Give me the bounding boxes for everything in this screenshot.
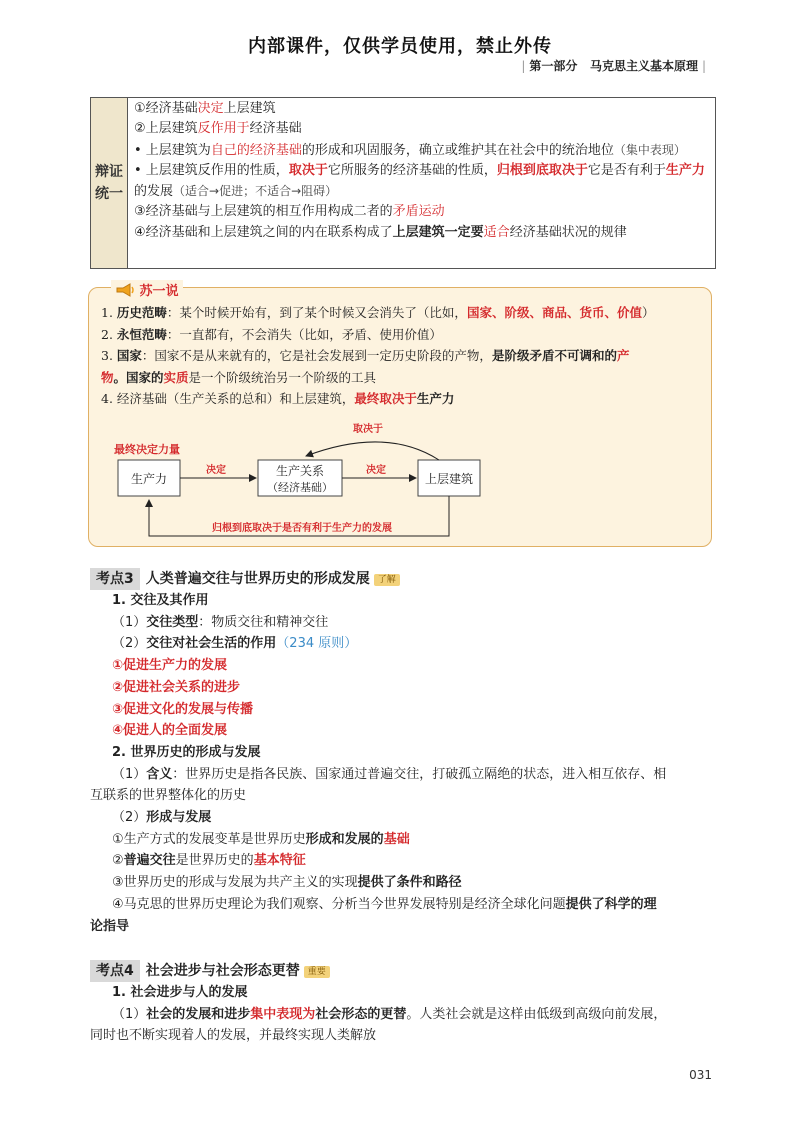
table-label bbox=[91, 98, 128, 268]
section-ribbon: 重要 bbox=[304, 966, 330, 978]
section-heading bbox=[90, 960, 720, 982]
table-row: • 上层建筑反作用的性质，取决于它所服务的经济基础的性质，归根到底取决于它是否有利于生产力的发展（适合→促进；不适合→阻碍） bbox=[134, 162, 705, 200]
arrow-decides-2-label: 决定 bbox=[366, 465, 386, 476]
section-tag: 考点3 bbox=[90, 568, 140, 590]
watermark-text: 内部课件，仅供学员使用，禁止外传 bbox=[248, 36, 552, 57]
dialectic-table bbox=[90, 97, 716, 269]
note-line: 4. 经济基础（生产关系的总和）和上层建筑，最终取决于生产力 bbox=[101, 391, 455, 406]
box-production-relations-sub: （经济基础） bbox=[267, 481, 333, 494]
section-tag: 考点4 bbox=[90, 960, 140, 982]
box-productivity-label: 生产力 bbox=[130, 472, 168, 486]
section-kd3: 考点3 人类普遍交往与世界历史的形成发展 了解 1. 交往及其作用 （1）交往类型：物质交往和精神交往 （2）交往对社会生活的作用（234 原则） ①促进生产力的发展 ②促进社会关系的进步 ③促进文化的发展与传播 ④促进人的全面发展 2. 世界历史的形成与发展 （1）含义：世界历史是指各民族、国家通过普遍交往，打破孤立隔绝的状态，进入相互依存、相 互联系的世界整体化的历史 （2）形成与发展 ①生产方式的发展变革是世界历史形成和发展的基础 ②普遍交往是世界历史的基本特征 ③世界历史的形成与发展为共产主义的实现提供了条件和路径 ④马克思的世界历史理论为我们观察、分析当今世界发展特别是经济全球化问题提供了科学的理 论指导 bbox=[90, 568, 720, 937]
header-chapter: 马克思主义基本原理 bbox=[589, 59, 698, 73]
table-row: ④经济基础和上层建筑之间的内在联系构成了上层建筑一定要适合经济基础状况的规律 bbox=[134, 224, 627, 240]
table-row: • 上层建筑为自己的经济基础的形成和巩固服务，确立或维护其在社会中的统治地位（集中表现） bbox=[134, 142, 686, 158]
section-title: 人类普遍交往与世界历史的形成发展 bbox=[145, 571, 370, 587]
arrow-depends bbox=[306, 442, 439, 460]
arrow-ultimately-label: 归根到底取决于是否有利于生产力的发展 bbox=[212, 523, 392, 534]
arrow-decides-1-label: 决定 bbox=[206, 465, 226, 476]
note-lines bbox=[101, 302, 701, 410]
section-title: 社会进步与社会形态更替 bbox=[145, 963, 300, 979]
section-kd4: 考点4 社会进步与社会形态更替 重要 1. 社会进步与人的发展 （1）社会的发展和进步集中表现为社会形态的更替。人类社会就是这样由低级到高级向前发展， 同时也不断实现着人的发展，并最终实现人类解放 bbox=[90, 960, 720, 1047]
table-row: ①经济基础决定上层建筑 bbox=[134, 101, 276, 116]
page-number: 031 bbox=[689, 1068, 712, 1082]
table-label-text: 辩证统一 bbox=[95, 164, 123, 202]
table-row: ②上层建筑反作用于经济基础 bbox=[134, 121, 302, 137]
note-line: 3. 国家：国家不是从来就有的，它是社会发展到一定历史阶段的产物，是阶级矛盾不可调和的产 bbox=[101, 348, 630, 363]
note-title: 苏一说 bbox=[111, 280, 183, 299]
note-line: 物。国家的实质是一个阶级统治另一个阶级的工具 bbox=[101, 369, 377, 385]
arrow-depends-label: 取决于 bbox=[353, 424, 383, 435]
header-part: 第一部分 bbox=[529, 59, 578, 73]
box-production-relations-label: 生产关系 bbox=[275, 464, 325, 478]
running-header: | 第一部分 马克思主义基本原理 | bbox=[521, 59, 706, 73]
table-content bbox=[128, 98, 715, 268]
section-heading bbox=[90, 568, 720, 590]
relation-diagram bbox=[96, 418, 496, 540]
section-ribbon: 了解 bbox=[374, 574, 400, 586]
note-line: 1. 历史范畴：某个时候开始有，到了某个时候又会消失了（比如，国家、阶级、商品、货币、价值） bbox=[101, 305, 655, 320]
megaphone-icon bbox=[115, 283, 135, 297]
table-row: ③经济基础与上层建筑的相互作用构成二者的矛盾运动 bbox=[134, 204, 445, 220]
diagram-top-label: 最终决定力量 bbox=[114, 443, 180, 456]
note-line: 2. 永恒范畴：一直都有，不会消失（比如，矛盾、使用价值） bbox=[101, 326, 442, 342]
box-superstructure-label: 上层建筑 bbox=[424, 472, 474, 486]
